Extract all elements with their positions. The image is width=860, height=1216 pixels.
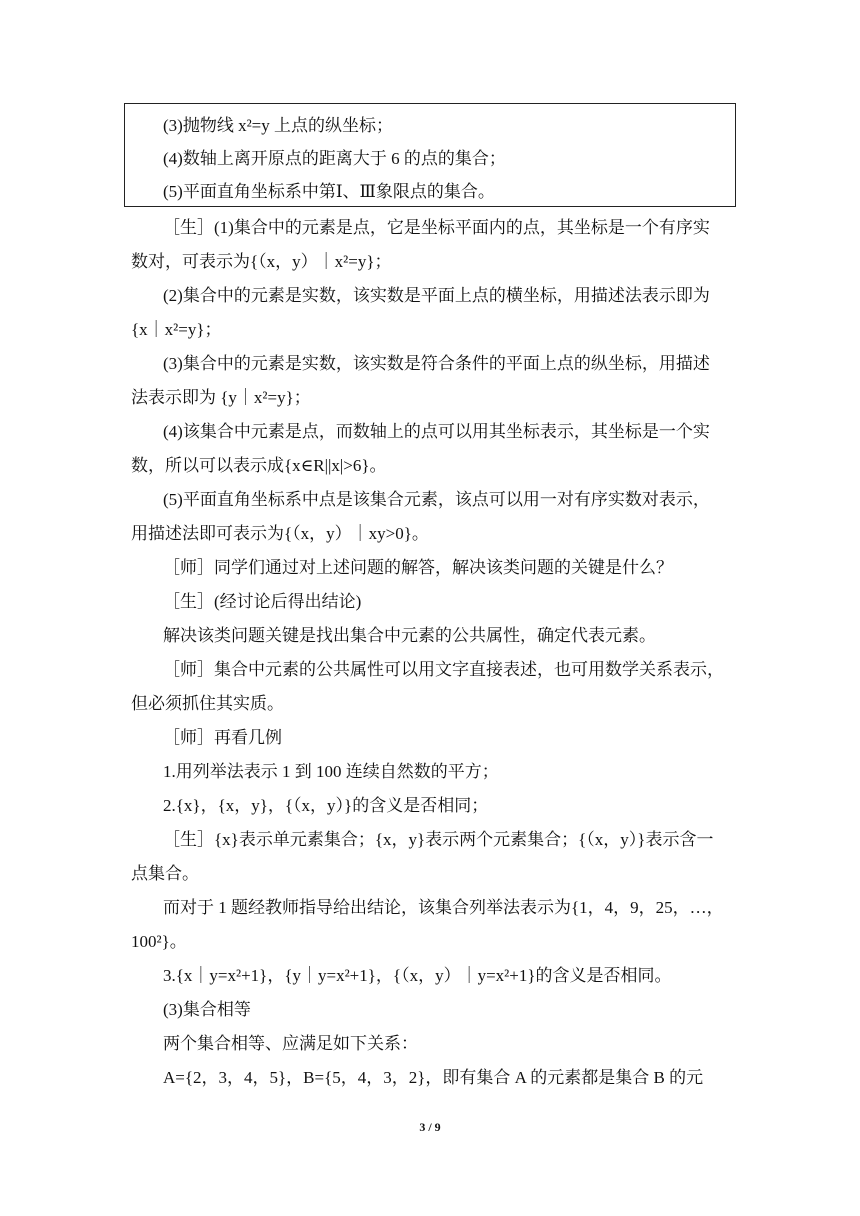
text-line: 点集合。	[131, 864, 199, 883]
text-line: A={2，3，4，5}，B={5，4，3，2}，即有集合 A 的元素都是集合 B 的元	[163, 1068, 704, 1087]
text-line: ［师］同学们通过对上述问题的解答，解决该类问题的关键是什么？	[163, 558, 673, 577]
box-line: (5)平面直角坐标系中第Ⅰ、Ⅲ象限点的集合。	[163, 182, 495, 201]
text-line: ［生］(1)集合中的元素是点，它是坐标平面内的点，其坐标是一个有序实	[163, 218, 710, 237]
text-line: (2)集合中的元素是实数，该实数是平面上点的横坐标，用描述法表示即为	[163, 286, 710, 305]
box-line: (4)数轴上离开原点的距离大于 6 的点的集合；	[163, 149, 506, 168]
text-line: 法表示即为 {y｜x²=y}；	[131, 388, 311, 407]
text-line: 而对于 1 题经教师指导给出结论，该集合列举法表示为{1，4，9，25，…，	[163, 898, 724, 917]
text-line: 1.用列举法表示 1 到 100 连续自然数的平方；	[163, 762, 499, 781]
text-line: 解决该类问题关键是找出集合中元素的公共属性，确定代表元素。	[163, 626, 656, 645]
text-line: (3)集合相等	[163, 1000, 251, 1019]
text-line: 数，所以可以表示成{x∈R||x|>6}。	[131, 456, 387, 475]
text-line: (3)集合中的元素是实数，该实数是符合条件的平面上点的纵坐标，用描述	[163, 354, 710, 373]
text-line: {x｜x²=y}；	[131, 320, 222, 339]
text-line: ［生］(经讨论后得出结论)	[163, 592, 362, 611]
box-line: (3)抛物线 x²=y 上点的纵坐标；	[163, 116, 394, 135]
text-line: 100²}。	[131, 932, 187, 951]
text-line: 数对，可表示为{（x，y）｜x²=y}；	[131, 252, 392, 271]
text-line: (4)该集合中元素是点，而数轴上的点可以用其坐标表示，其坐标是一个实	[163, 422, 710, 441]
page-number: 3 / 9	[419, 1120, 441, 1134]
text-line: (5)平面直角坐标系中点是该集合元素，该点可以用一对有序实数对表示，	[163, 490, 710, 509]
text-line: ［师］再看几例	[163, 728, 282, 747]
text-line: 但必须抓住其实质。	[131, 694, 284, 713]
text-line: 两个集合相等、应满足如下关系：	[163, 1034, 418, 1053]
text-line: ［生］{x}表示单元素集合；{x，y}表示两个元素集合；{（x，y）}表示含一	[163, 830, 714, 849]
text-line: ［师］集合中元素的公共属性可以用文字直接表述，也可用数学关系表示，	[163, 660, 724, 679]
text-line: 用描述法即可表示为{（x，y）｜xy>0}。	[131, 524, 429, 543]
text-line: 3.{x｜y=x²+1}，{y｜y=x²+1}，{（x，y）｜y=x²+1}的含义是否相同。	[163, 966, 672, 985]
text-line: 2.{x}，{x，y}，{（x，y）}的含义是否相同；	[163, 796, 489, 815]
